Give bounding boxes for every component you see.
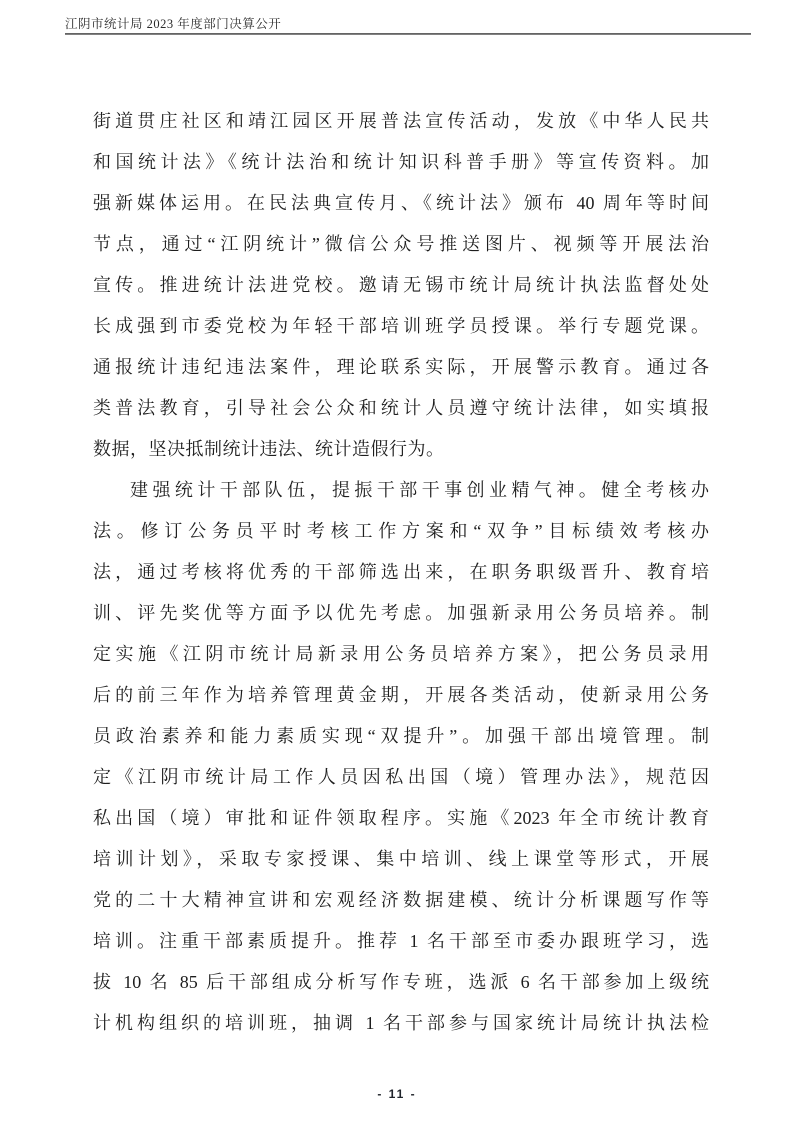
text-line: 长成强到市委党校为年轻干部培训班学员授课。举行专题党课。 [93,316,709,336]
text-line: 训、评先奖优等方面予以优先考虑。加强新录用公务员培养。制 [93,603,709,623]
text-line: 建强统计干部队伍，提振干部干事创业精气神。健全考核办 [130,480,709,500]
page-number: - 11 - [377,1087,417,1101]
text-line: 强新媒体运用。在民法典宣传月、《统计法》颁布 40 周年等时间 [93,193,709,213]
text-line: 定《江阴市统计局工作人员因私出国（境）管理办法》，规范因 [93,767,709,787]
text-line: 私出国（境）审批和证件领取程序。实施《2023 年全市统计教育 [93,808,709,828]
text-line: 通报统计违纪违法案件，理论联系实际，开展警示教育。通过各 [93,357,709,377]
text-line: 节点，通过“江阴统计”微信公众号推送图片、视频等开展法治 [93,234,709,254]
text-line: 法，通过考核将优秀的干部筛选出来，在职务职级晋升、教育培 [93,562,709,582]
text-line: 培训。注重干部素质提升。推荐 1 名干部至市委办跟班学习，选 [93,931,709,951]
text-line: 和国统计法》《统计法治和统计知识科普手册》等宣传资料。加 [93,152,709,172]
text-line: 党的二十大精神宣讲和宏观经济数据建模、统计分析课题写作等 [93,890,709,910]
text-line: 拔 10 名 85 后干部组成分析写作专班，选派 6 名干部参加上级统 [93,972,709,992]
header-rule [65,33,751,35]
text-line: 法。修订公务员平时考核工作方案和“双争”目标绩效考核办 [93,521,709,541]
text-line: 计机构组织的培训班，抽调 1 名干部参与国家统计局统计执法检 [93,1013,709,1033]
text-line: 定实施《江阴市统计局新录用公务员培养方案》，把公务员录用 [93,644,709,664]
text-line: 数据，坚决抵制统计违法、统计造假行为。 [93,439,445,459]
text-line: 培训计划》，采取专家授课、集中培训、线上课堂等形式，开展 [93,849,709,869]
text-line: 类普法教育，引导社会公众和统计人员遵守统计法律，如实填报 [93,398,709,418]
page-footer [0,1085,794,1103]
text-line: 街道贯庄社区和靖江园区开展普法宣传活动，发放《中华人民共 [93,111,709,131]
text-line: 员政治素养和能力素质实现“双提升”。加强干部出境管理。制 [93,726,709,746]
text-line: 后的前三年作为培养管理黄金期，开展各类活动，使新录用公务 [93,685,709,705]
text-line: 宣传。推进统计法进党校。邀请无锡市统计局统计执法监督处处 [93,275,709,295]
header-title: 江阴市统计局 2023 年度部门决算公开 [65,17,282,31]
document-body [93,101,709,1044]
